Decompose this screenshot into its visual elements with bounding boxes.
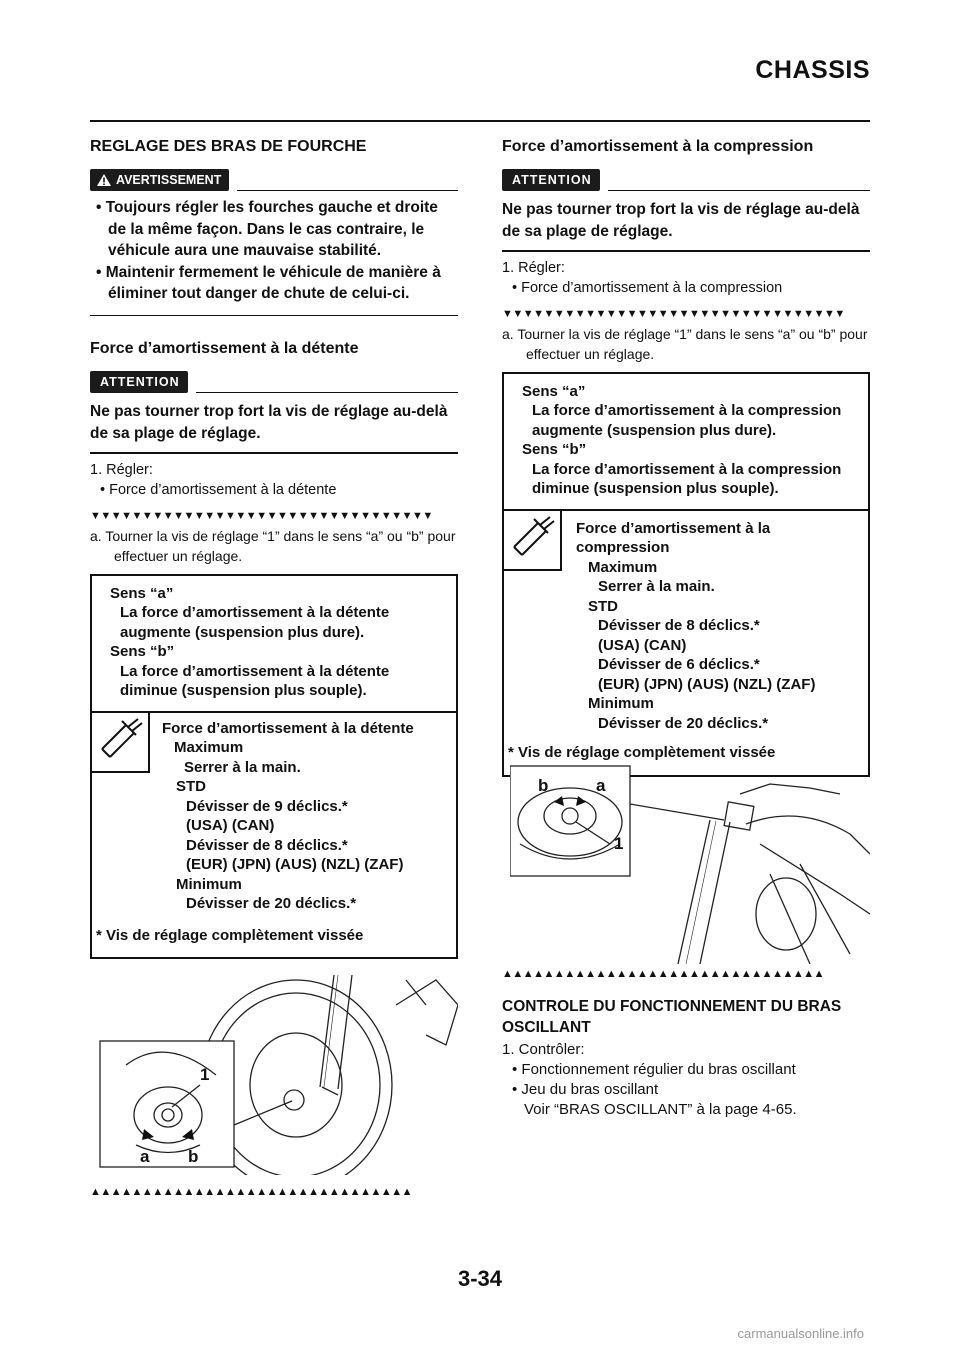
- spec-min-label: Minimum: [176, 875, 242, 893]
- caliper-icon: [92, 713, 148, 771]
- divider: [502, 250, 870, 252]
- page-number: 3-34: [457, 1266, 503, 1291]
- spec-std-value-2: Dévisser de 6 déclics.*: [598, 656, 760, 673]
- divider: [90, 452, 458, 454]
- direction-box: [90, 574, 458, 713]
- step-a: a. Tourner la vis de réglage “1” dans le sens “a” ou “b” pour effectuer un réglage.: [502, 325, 868, 362]
- step-1-item: • Force d’amortissement à la compression: [512, 279, 783, 296]
- spec-std-region-2: (EUR) (JPN) (AUS) (NZL) (ZAF): [598, 675, 816, 693]
- warning-icon: [96, 173, 112, 187]
- spec-max-value: Serrer à la main.: [598, 578, 715, 595]
- step-1: 1. Régler:: [90, 461, 153, 478]
- left-column: [90, 136, 458, 959]
- swingarm-section: [502, 996, 870, 1120]
- spec-note: * Vis de réglage complètement vissée: [508, 744, 776, 761]
- spec-min-value: Dévisser de 20 déclics.*: [598, 714, 769, 732]
- spec-title: Force d’amortissement à la détente: [162, 719, 414, 737]
- step-1: 1. Régler:: [502, 259, 565, 276]
- spec-max-label: Maximum: [174, 739, 244, 756]
- page-title: CHASSIS: [755, 56, 870, 84]
- warning-label: AVERTISSEMENT: [116, 173, 222, 187]
- sens-a-label: Sens “a”: [110, 584, 174, 602]
- subheading-rebound: Force d’amortissement à la détente: [90, 340, 359, 357]
- sens-b-label: Sens “b”: [110, 643, 175, 660]
- fig-label-1: 1: [200, 1065, 210, 1084]
- fig-label-1: 1: [614, 834, 624, 853]
- triangle-marker-end: ▲▲▲▲▲▲▲▲▲▲▲▲▲▲▲▲▲▲▲▲▲▲▲▲▲▲▲▲▲▲▲: [90, 1186, 413, 1198]
- sens-b-text: La force d’amortissement à la détente diminue (suspension plus souple).: [120, 662, 390, 699]
- spec-std-value-2: Dévisser de 8 déclics.*: [186, 836, 348, 854]
- warning-item: • Maintenir fermement le véhicule de manière à éliminer tout danger de chute de celui-ci.: [96, 263, 441, 302]
- header-rule: [90, 120, 870, 122]
- fork-rebound-illustration: [96, 975, 458, 1175]
- attention-badge: [90, 371, 188, 393]
- caliper-icon-frame: [504, 511, 562, 571]
- triangle-marker-start: ▼▼▼▼▼▼▼▼▼▼▼▼▼▼▼▼▼▼▼▼▼▼▼▼▼▼▼▼▼▼▼▼▼: [502, 307, 845, 320]
- fork-wheel-drawing: [96, 975, 458, 1175]
- attention-text: Ne pas tourner trop fort la vis de réglage au-delà de sa plage de réglage.: [90, 403, 448, 442]
- fig-label-b: b: [538, 776, 549, 795]
- section-heading-swingarm: CONTROLE DU FONCTIONNEMENT DU BRAS OSCILLANT: [502, 998, 842, 1036]
- step-a: a. Tourner la vis de réglage “1” dans le sens “a” ou “b” pour effectuer un réglage.: [90, 527, 456, 564]
- attention-rule: [196, 392, 458, 394]
- subheading-compression: Force d’amortissement à la compression: [502, 138, 814, 155]
- sens-a-text: La force d’amortissement à la compression augmente (suspension plus dure).: [532, 402, 842, 439]
- right-column: [502, 136, 870, 777]
- attention-text: Ne pas tourner trop fort la vis de réglage au-delà de sa plage de réglage.: [502, 201, 860, 240]
- sens-a-label: Sens “a”: [522, 382, 586, 400]
- spec-title: Force d’amortissement à la compression: [576, 519, 771, 556]
- warning-rule: [237, 190, 458, 192]
- spec-std-region-2: (EUR) (JPN) (AUS) (NZL) (ZAF): [186, 856, 404, 873]
- spec-box: [502, 511, 870, 777]
- spec-note: * Vis de réglage complètement vissée: [96, 926, 364, 944]
- warning-badge: [90, 169, 229, 191]
- section-heading: REGLAGE DES BRAS DE FOURCHE: [90, 138, 367, 155]
- spec-min-label: Minimum: [588, 695, 654, 712]
- motorcycle-front-drawing: [510, 764, 870, 964]
- spec-max-value: Serrer à la main.: [184, 758, 301, 776]
- warning-item: • Toujours régler les fourches gauche et droite de la même façon. Dans le cas contraire, le véhicule aura une mauvaise stabilité.: [96, 199, 438, 259]
- fork-compression-illustration: [510, 764, 870, 964]
- sens-a-text: La force d’amortissement à la détente augmente (suspension plus dure).: [120, 604, 390, 641]
- spec-std-value-1: Dévisser de 8 déclics.*: [598, 617, 760, 634]
- fig-label-a: a: [140, 1147, 150, 1166]
- attention-badge: [502, 169, 600, 191]
- sens-b-text: La force d’amortissement à la compression diminue (suspension plus souple).: [532, 460, 842, 497]
- fig-label-a: a: [596, 776, 606, 795]
- spec-std-label: STD: [176, 778, 206, 795]
- warning-banner: [90, 167, 458, 191]
- caliper-icon: [504, 511, 560, 569]
- spec-max-label: Maximum: [588, 558, 658, 576]
- attention-label: ATTENTION: [512, 173, 592, 187]
- spec-std-value-1: Dévisser de 9 déclics.*: [186, 797, 348, 815]
- attention-banner: [502, 167, 870, 191]
- spec-min-value: Dévisser de 20 déclics.*: [186, 895, 357, 912]
- fig-label-b: b: [188, 1147, 199, 1166]
- triangle-marker-end: ▲▲▲▲▲▲▲▲▲▲▲▲▲▲▲▲▲▲▲▲▲▲▲▲▲▲▲▲▲▲▲: [502, 968, 825, 980]
- attention-label: ATTENTION: [100, 375, 180, 389]
- spec-std-label: STD: [588, 597, 618, 615]
- check-item-2: • Jeu du bras oscillant: [512, 1081, 659, 1098]
- attention-rule: [608, 190, 870, 192]
- attention-banner: [90, 369, 458, 393]
- caliper-icon-frame: [92, 713, 150, 773]
- watermark: carmanualsonline.info: [737, 1326, 864, 1341]
- spec-std-region-1: (USA) (CAN): [598, 636, 687, 654]
- check-step: 1. Contrôler:: [502, 1041, 585, 1058]
- spec-std-region-1: (USA) (CAN): [186, 817, 275, 834]
- triangle-marker-start: ▼▼▼▼▼▼▼▼▼▼▼▼▼▼▼▼▼▼▼▼▼▼▼▼▼▼▼▼▼▼▼▼▼: [90, 509, 433, 522]
- sens-b-label: Sens “b”: [522, 441, 587, 458]
- direction-box: [502, 372, 870, 511]
- check-reference: Voir “BRAS OSCILLANT” à la page 4-65.: [524, 1101, 797, 1118]
- divider: [90, 315, 458, 317]
- step-1-item: • Force d’amortissement à la détente: [100, 481, 337, 498]
- check-item-1: • Fonctionnement régulier du bras oscillant: [512, 1061, 796, 1078]
- spec-box: [90, 713, 458, 960]
